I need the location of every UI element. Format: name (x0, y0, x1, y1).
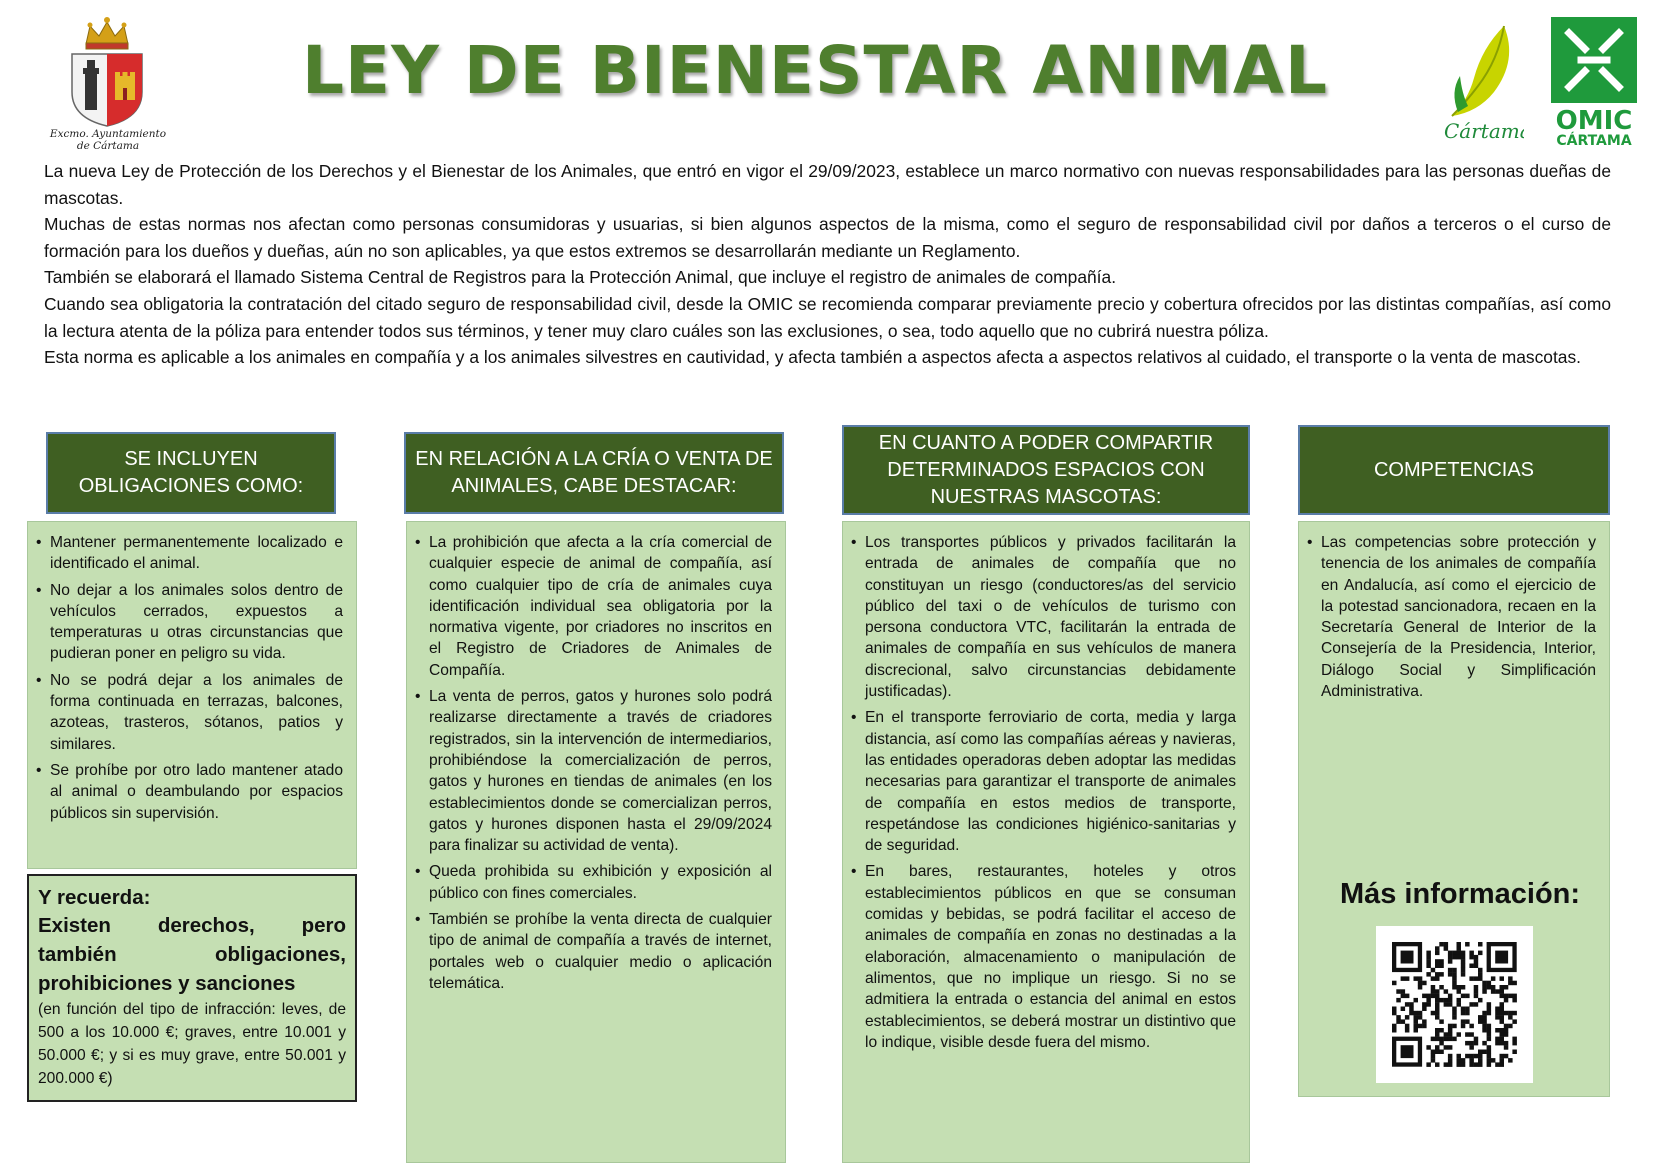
reminder-title: Y recuerda: (38, 886, 151, 909)
intro-paragraph: Cuando sea obligatoria la contratación del citado seguro de responsabilidad civil, desde la OMIC se recomienda comparar previamente precio y cobertura ofrecidos por las distintas compañías, así como la lectura atenta de la póliza para entender todos sus términos, y tener muy claro cuáles son las exclusiones, o sea, todo aquello que no cubrirá nuestra póliza. (44, 293, 1611, 341)
panel-obligaciones (27, 521, 357, 869)
list-item: • La prohibición que afecta a la cría comercial de cualquier especie de animal de compañía, así como cualquier tipo de cría de animales cuya identificación individual sea obligatoria por la normativa vigente, por criadores no inscritos en el Registro de Criadores de Animales de Compañía. (429, 532, 772, 681)
omic-logo (1551, 17, 1637, 147)
list-item: • La venta de perros, gatos y hurones solo podrá realizarse directamente a través de criadores registrados, sin la intervención de intermediarios, prohibiéndose la comercialización de perros, gatos y hurones en tiendas de animales (en los establecimientos donde se comercializan perros, gatos y hurones disponen hasta el 29/09/2024 para finalizar su actividad de venta). (429, 686, 772, 856)
list-item: • Se prohíbe por otro lado mantener atado al animal o deambulando por espacios públicos sin supervisión. (50, 760, 343, 824)
reminder-detail: (en función del tipo de infracción: leves, de 500 a los 10.000 €; graves, entre 10.001 y 50.000 €; y si es muy grave, entre 50.001 y 200.000 €) (38, 1001, 346, 1087)
list-item: • Las competencias sobre protección y tenencia de los animales de compañía en Andalucía, así como el ejercicio de la potestad sancionadora, recaen en la Secretaría General de Interior de la Consejería de la Presidencia, Interior, Diálogo Social y Simplificación Administrativa. (1321, 532, 1596, 702)
heading-obligaciones: SE INCLUYEN OBLIGACIONES COMO: (46, 432, 336, 514)
competencias-list (1299, 522, 1609, 702)
crest-caption (38, 128, 178, 152)
list-item: • Mantener permanentemente localizado e identificado el animal. (50, 532, 343, 575)
panel-espacios (842, 521, 1250, 1163)
reminder-box (27, 874, 357, 1102)
list-item: • En el transporte ferroviario de corta, media y larga distancia, así como las compañías aéreas y navieras, las entidades operadoras deben adoptar las medidas necesarias para garantizar el transporte de animales de compañía en estos medios de transporte, respetándose las condiciones higiénico-sanitarias y de seguridad. (865, 707, 1236, 856)
intro-paragraph: También se elaborará el llamado Sistema Central de Registros para la Protección Animal, que incluye el registro de animales de compañía. (44, 267, 1117, 288)
cartama-logo (1438, 20, 1524, 142)
omic-logo-line1: OMIC (1555, 106, 1633, 136)
panel-cria-venta (406, 521, 786, 1163)
crest-caption-line1: Excmo. Ayuntamiento (49, 128, 167, 140)
omic-logo-line2: CÁRTAMA (1556, 133, 1632, 147)
cria-venta-list (407, 522, 785, 994)
intro-paragraph: La nueva Ley de Protección de los Derechos y el Bienestar de los Animales, que entró en vigor el 29/09/2023, establece un marco normativo con nuevas responsabilidades para las personas dueñas de mascotas. (44, 161, 1611, 208)
list-item: • No se podrá dejar a los animales de forma continuada en terrazas, balcones, azoteas, trasteros, sótanos, patios y similares. (50, 670, 343, 755)
intro-text (44, 158, 1611, 371)
heading-cria-venta: EN RELACIÓN A LA CRÍA O VENTA DE ANIMALES, CABE DESTACAR: (404, 432, 784, 514)
list-item: • En bares, restaurantes, hoteles y otros establecimientos públicos en que se consuman comidas y bebidas, se podrá facilitar el acceso de animales de compañía en zonas no destinadas a la elaboración, almacenamiento o manipulación de alimentos, que no implique un riesgo. Si no se admitiera la entrada o estancia del animal en estos establecimientos, se deberá mostrar un distintivo que lo indique, visible desde fuera del mismo. (865, 861, 1236, 1053)
list-item: • También se prohíbe la venta directa de cualquier tipo de animal de compañía a través de internet, portales web o cualquier medio o aplicación telemática. (429, 909, 772, 994)
heading-competencias: COMPETENCIAS (1298, 425, 1610, 515)
intro-paragraph: Muchas de estas normas nos afectan como personas consumidoras y usuarias, si bien algunos aspectos de la misma, como el seguro de responsabilidad civil por daños a terceros o el curso de formación para los dueños y dueñas, aún no son aplicables, ya que estos extremos se desarrollarán mediante un Reglamento. (44, 214, 1611, 261)
crest-caption-line2: de Cártama (76, 140, 140, 152)
list-item: • Los transportes públicos y privados facilitarán la entrada de animales de compañía que no constituyan un riesgo (conductores/as del servicio público del taxi o de vehículos de turismo con persona conductora VTC, facilitarán la entrada de animales de compañía en sus vehículos de manera discrecional, salvo circunstancias debidamente justificadas). (865, 532, 1236, 702)
page-title: LEY DE BIENESTAR ANIMAL (301, 32, 1329, 109)
list-item: • No dejar a los animales solos dentro de vehículos cerrados, expuestos a temperaturas u otras circunstancias que pudieran poner en peligro su vida. (50, 580, 343, 665)
list-item: • Queda prohibida su exhibición y exposición al público con fines comerciales. (429, 861, 772, 904)
reminder-main: Existen derechos, pero también obligaciones, prohibiciones y sanciones (38, 914, 346, 995)
more-info-label: Más información: (1339, 878, 1581, 910)
obligaciones-list (28, 522, 356, 824)
heading-espacios: EN CUANTO A PODER COMPARTIR DETERMINADOS ESPACIOS CON NUESTRAS MASCOTAS: (842, 425, 1250, 515)
intro-paragraph: Esta norma es aplicable a los animales en compañía y a los animales silvestres en cautividad, y afecta también a aspectos afecta a aspectos relativos al cuidado, el transporte o la venta de mascotas. (44, 347, 1582, 368)
espacios-list (843, 522, 1249, 1053)
cartama-logo-text: Cártama (1444, 119, 1524, 142)
qr-code-icon[interactable] (1376, 926, 1533, 1083)
